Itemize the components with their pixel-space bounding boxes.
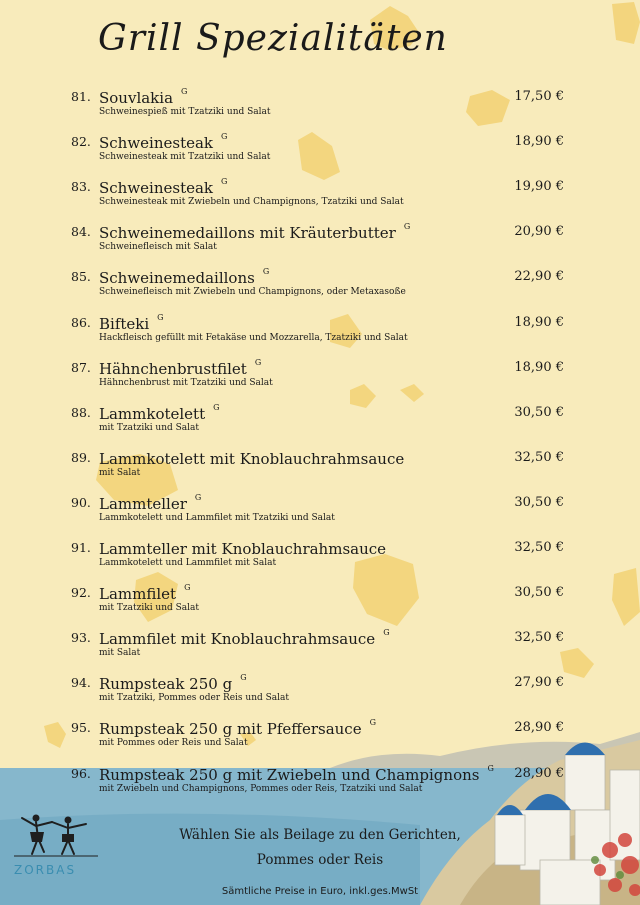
item-name: Schweinemedaillons $^G$ — [99, 267, 270, 288]
item-price: 32,50 € — [514, 540, 564, 555]
item-description: mit Tzatziki und Salat — [99, 603, 200, 614]
item-description: Lammkotelett und Lammfilet mit Salat — [99, 558, 277, 568]
item-mark: G — [157, 312, 164, 322]
item-price: 19,90 € — [514, 179, 564, 195]
item-name: Lammteller mit Knoblauchrahmsauce — [99, 540, 387, 558]
item-description: Schweinefleisch mit Salat — [99, 242, 217, 253]
menu-item — [0, 176, 640, 216]
item-mark: G — [254, 357, 262, 367]
item-price: 30,50 € — [514, 494, 564, 510]
item-name: Lammteller $^G$ — [99, 492, 202, 513]
item-mark: G — [383, 628, 390, 638]
item-description: Lammkotelett und Lammfilet mit Tzatziki und Salat — [99, 512, 335, 523]
item-number: 93. — [71, 630, 91, 646]
item-number: 87. — [71, 359, 91, 375]
item-number: 91. — [71, 540, 91, 555]
menu-item — [0, 492, 640, 532]
side-dish-note — [150, 823, 490, 873]
item-price: 28,90 € — [514, 765, 564, 781]
item-price: 18,90 € — [514, 359, 564, 375]
item-name: Lammkotelett mit Knoblauchrahmsauce — [99, 449, 405, 468]
item-mark: G — [181, 87, 188, 96]
item-number: 84. — [71, 224, 91, 240]
item-name: Souvlakia $^G$ — [99, 87, 188, 107]
menu-item — [0, 312, 640, 352]
side-dish-line-1: Wählen Sie als Beilage zu den Gerichten, — [179, 827, 461, 843]
item-description: Schweinespieß mit Tzatziki und Salat — [99, 107, 271, 117]
item-price: 22,90 € — [514, 269, 564, 285]
item-description: mit Tzatziki, Pommes oder Reis und Salat — [99, 693, 290, 704]
item-name: Rumpsteak 250 g mit Zwiebeln und Champignons $^G$ — [99, 763, 494, 784]
item-name: Hähnchenbrustfilet $^G$ — [99, 357, 262, 378]
menu-item — [0, 357, 640, 397]
item-name: Lammkotelett $^G$ — [99, 402, 220, 423]
item-number: 94. — [71, 675, 91, 691]
item-mark: G — [221, 177, 228, 187]
item-description: Hähnchenbrust mit Tzatziki und Salat — [99, 377, 273, 388]
menu-item — [0, 627, 640, 667]
side-dish-line-2: Pommes oder Reis — [256, 852, 384, 868]
item-price: 17,50 € — [514, 89, 564, 104]
item-number: 85. — [71, 269, 91, 285]
item-description: Schweinesteak mit Zwiebeln und Champignons, Tzatziki und Salat — [99, 197, 404, 208]
item-price: 28,90 € — [514, 720, 564, 736]
item-mark: G — [487, 763, 494, 773]
item-name: Schweinemedaillons mit Kräuterbutter $^G$ — [99, 222, 411, 243]
item-name: Schweinesteak $^G$ — [99, 132, 228, 153]
item-number: 92. — [71, 585, 91, 601]
item-description: Schweinefleisch mit Zwiebeln und Champignons, oder Metaxasoße — [99, 287, 406, 298]
item-mark: G — [213, 402, 220, 412]
item-name: Lammfilet mit Knoblauchrahmsauce $^G$ — [99, 628, 390, 649]
item-number: 89. — [71, 449, 91, 465]
menu-item — [0, 221, 640, 261]
item-number: 81. — [71, 89, 91, 104]
item-number: 95. — [71, 720, 91, 736]
item-description: mit Salat — [99, 467, 141, 478]
item-price: 30,50 € — [514, 404, 564, 420]
item-number: 96. — [71, 765, 91, 781]
item-number: 82. — [71, 134, 91, 150]
item-price: 32,50 € — [514, 630, 564, 646]
menu-item — [0, 402, 640, 442]
item-number: 88. — [71, 404, 91, 420]
menu-item — [0, 717, 640, 757]
menu-item — [0, 447, 640, 487]
item-mark: G — [403, 222, 411, 232]
item-price: 20,90 € — [514, 224, 564, 240]
item-description: Schweinesteak mit Tzatziki und Salat — [99, 152, 271, 163]
item-name: Rumpsteak 250 g mit Pfeffersauce $^G$ — [99, 718, 376, 739]
menu-item — [0, 537, 640, 577]
item-description: Hackfleisch gefüllt mit Fetakäse und Mozzarella, Tzatziki und Salat — [99, 332, 408, 343]
page-title: Grill Spezialitäten — [98, 18, 448, 59]
menu-item — [0, 131, 640, 171]
item-name: Rumpsteak 250 g $^G$ — [99, 673, 247, 694]
item-name: Schweinesteak $^G$ — [99, 177, 228, 198]
menu-item — [0, 266, 640, 306]
price-footnote: Sämtliche Preise in Euro, inkl.ges.MwSt — [221, 886, 419, 897]
item-description: mit Salat — [99, 648, 141, 659]
item-mark: G — [369, 718, 376, 728]
item-price: 27,90 € — [514, 675, 564, 691]
logo-text: ZORBAS — [14, 863, 77, 877]
item-mark: G — [221, 132, 228, 142]
menu-item — [0, 86, 640, 126]
item-mark: G — [240, 673, 247, 683]
item-number: 90. — [71, 494, 91, 510]
menu-item — [0, 763, 640, 803]
item-price: 18,90 € — [514, 134, 564, 150]
item-name: Lammfilet $^G$ — [99, 583, 191, 604]
item-mark: G — [194, 492, 202, 502]
item-name: Bifteki $^G$ — [99, 312, 164, 333]
item-price: 32,50 € — [514, 449, 564, 465]
menu-item — [0, 672, 640, 712]
item-price: 30,50 € — [514, 585, 564, 601]
item-number: 83. — [71, 179, 91, 195]
item-description: mit Tzatziki und Salat — [99, 422, 200, 433]
item-mark: G — [262, 267, 270, 277]
item-description: mit Zwiebeln und Champignons, Pommes oder Reis, Tzatziki und Salat — [99, 783, 423, 794]
item-mark: G — [184, 583, 191, 593]
item-number: 86. — [71, 314, 91, 330]
item-description: mit Pommes oder Reis und Salat — [99, 738, 248, 749]
item-price: 18,90 € — [514, 314, 564, 330]
menu-item — [0, 582, 640, 622]
